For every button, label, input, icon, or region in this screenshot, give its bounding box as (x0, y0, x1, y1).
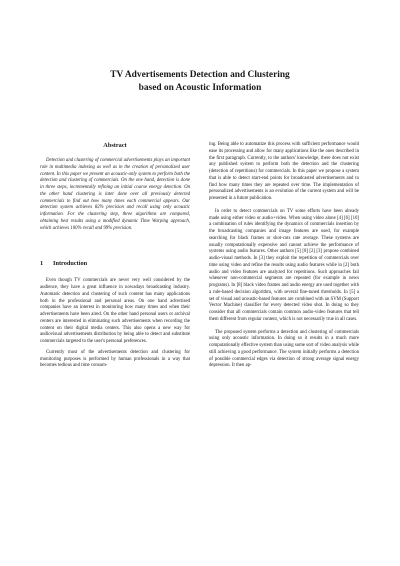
right-paragraph-3: The proposed system performs a detection and clustering of commercials using only acoustic information. In doing so it results in a much more computationally effective system than using some sort of video analysis while still achieving a good performance. The system initially performs a detection of possible commercial edges via detection of strong average signal energy depression. It then ap- (209, 329, 359, 369)
section-title: Introduction (53, 260, 88, 268)
abstract-text: Detection and clustering of commercial advertisements plays an important role in multimedia indexing as well as in the creation of personalized user content. In this paper we present an acoustic-only system to perform both the detection and clustering of commercials. On the one hand, detection is done in three steps, incrementally refining an initial coarse energy detection. On the other hand clustering is later done over all previously detected commercials to find out how many times each commercial appears. Our detection system achieves 82% precision and recall using only acoustic information. For the clustering step, three algorithms are compared, obtaining best results using a modified dynamic Time Warping approach, which achieves 100% recall and 99% precision. (40, 158, 190, 231)
paper-title-line1: TV Advertisements Detection and Clustering (110, 70, 290, 80)
abstract-heading: Abstract (103, 142, 127, 149)
intro-paragraph-2: Currently most of the advertisements detection and clustering for monitoring purposes is performed by human professionals in a way that becomes tedious and time consum- (40, 349, 190, 369)
section-number: 1 (40, 260, 44, 268)
paper-title (40, 69, 360, 94)
intro-paragraph-1: Even though TV commercials are never very well considered by the audience, they have a great influence in nowadays broadcasting industry. Automatic detection and clustering of such content has many applications both in the professional and personal areas. On one hand advertised companies have an interest in monitoring how many times and when their advertisements have been aired. On the other hand personal users or archival centers are interested in eliminating such advertisements when recording the content on their digital media centers. This also opens a new way for audiovisual advertisements distribution by being able to detect and substitute commercials targeted to the user's personal preferences. (40, 278, 190, 344)
paper-title-line2: based on Acoustic Information (138, 82, 262, 93)
right-paragraph-1: ing. Being able to automatize this process with sufficient performance would ease its processing and allow for many applications like the ones described in the first paragraph. Currently, to the authors' knowledge, there does not exist any published system to perform both the detection and the clustering (detection of repetitions) for commercials. In this paper we propose a system that is able to detect start-end points for broadcasted advertisements and to find how many times they are repeated over time. The implementation of personalized advertisements is an evolution of the current system and will be presented in a future publication. (209, 142, 359, 201)
right-column (209, 142, 359, 376)
left-column (40, 142, 190, 374)
section-heading-introduction (40, 260, 190, 268)
right-paragraph-2: In order to detect commercials on TV some efforts have been already made using either video or audio+video. When using video alone [4] [6] [10] a combination of rules identifying the dynamics of commercials insertion by the broadcasting companies and image features are used, for example searching for black frames or shot-cuts rate average. These systems are usually computationally expensive and cannot achieve the performance of systems using audio features. Other authors [5] [8] [2] [3] propose combined audio-visual methods. In [3] they exploit the repetition of commercials over time using video and refine the results using audio features while in [2] both audio and video features are analyzed for repetitions. Such approaches fail whenever non-commercial segments are repeated (for example in news programs). In [8] black video frames and audio energy are used together with a rule-based decision algorithm, with several fine-tuned thresholds. In [5] a set of visual and acoustic-based features are combined with an SVM (Support Vector Machine) classifier for every detected video shot. In doing so they consider that all commercials contain common audio-video features that tell them different from regular content, which is not necessarily true in all cases. (209, 208, 359, 322)
